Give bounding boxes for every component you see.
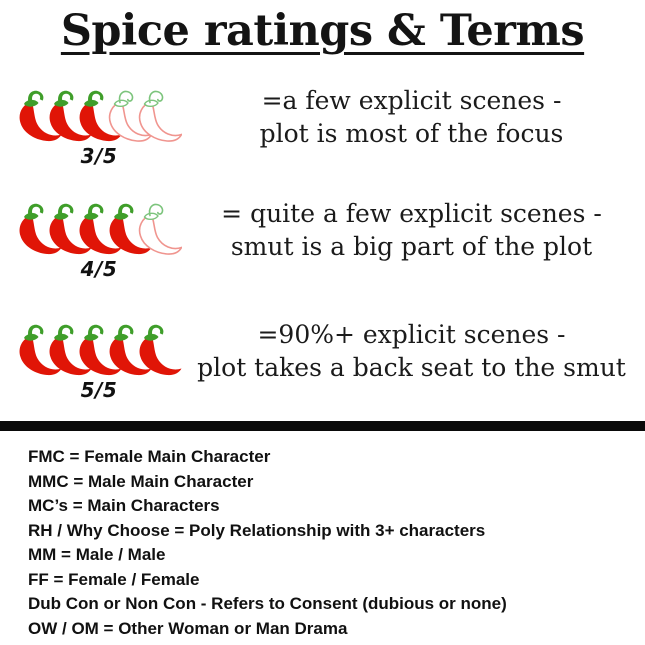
rating-description-line1: = quite a few explicit scenes - (221, 199, 602, 228)
rating-description-line2: plot takes a back seat to the smut (197, 353, 626, 382)
pepper-rating-column (14, 197, 184, 281)
term-item: Dub Con or Non Con - Refers to Consent (dubious or none) (28, 594, 507, 613)
rating-row (0, 84, 645, 168)
rating-description-line1: =a few explicit scenes - (261, 86, 562, 115)
term-item: FMC = Female Main Character (28, 447, 271, 466)
rating-row (0, 318, 645, 402)
rating-description (184, 197, 645, 263)
page-title: Spice ratings & Terms (60, 6, 585, 56)
term-item: FF = Female / Female (28, 569, 200, 589)
rating-row (0, 197, 645, 281)
section-divider (0, 421, 645, 431)
rating-description-line1: =90%+ explicit scenes - (257, 320, 566, 349)
term-item: RH / Why Choose = Poly Relationship with 3+ characters (28, 520, 486, 540)
chili-pepper-filled-icon (136, 323, 182, 377)
rating-score-label: 3/5 (80, 144, 118, 168)
pepper-rating (16, 202, 182, 256)
term-item: OW / OM = Other Woman or Man Drama (28, 618, 348, 638)
rating-description (184, 84, 645, 150)
pepper-rating (16, 323, 182, 377)
rating-description-line2: plot is most of the focus (259, 119, 564, 148)
rating-score-label: 4/5 (80, 257, 118, 281)
rating-description-line2: smut is a big part of the plot (230, 232, 593, 261)
term-item: MC’s = Main Characters (28, 496, 220, 515)
term-item: MMC = Male Main Character (28, 471, 254, 491)
rating-description (184, 318, 645, 384)
pepper-rating-column (14, 84, 184, 168)
pepper-rating (16, 89, 182, 143)
chili-pepper-outline-icon (136, 89, 182, 143)
term-item: MM = Male / Male (28, 545, 166, 564)
pepper-rating-column (14, 318, 184, 402)
terms-list (28, 445, 631, 641)
rating-score-label: 5/5 (80, 378, 118, 402)
chili-pepper-outline-icon (136, 202, 182, 256)
